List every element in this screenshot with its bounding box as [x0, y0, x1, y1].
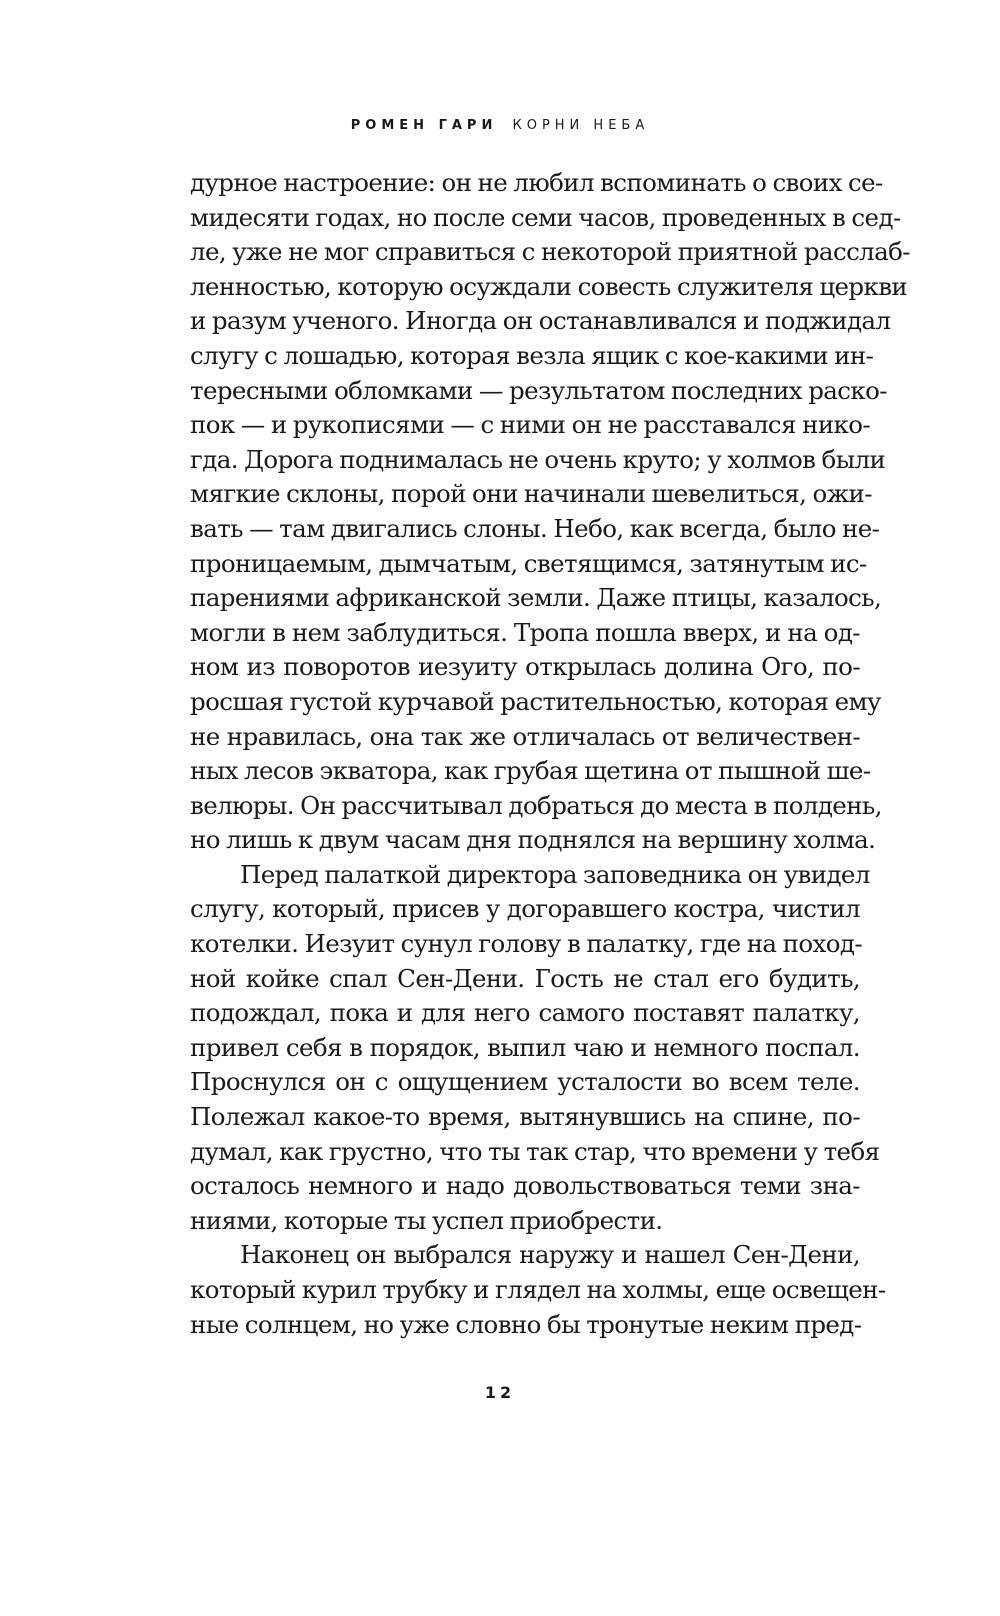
text-line: который курил трубку и глядел на холмы, еще освещен- [190, 1275, 886, 1304]
text-line: думал, как грустно, что ты так стар, что времени у тебя [190, 1136, 880, 1166]
text-line: привел себя в порядок, выпил чаю и немного поспал. [190, 1032, 860, 1062]
text-line: Проснулся он с ощущением усталости во всем теле. [190, 1067, 860, 1097]
paragraph-1 [190, 166, 910, 858]
text-line: ных лесов экватора, как грубая щетина от пышной ше- [190, 756, 871, 786]
paragraph-3 [190, 1238, 886, 1342]
text-line: Наконец он выбрался наружу и нашел Сен-Дени, [240, 1240, 860, 1270]
text-line: не нравилась, она так же отличалась от величествен- [190, 721, 860, 751]
page-number: 12 [484, 1383, 516, 1402]
running-head-author: РОМЕН ГАРИ [350, 118, 498, 133]
text-line: ном из поворотов иезуиту открылась долина Ого, по- [190, 652, 860, 682]
text-line: тересными обломками — результатом последних раско- [190, 375, 887, 405]
text-line: могли в нем заблудиться. Тропа пошла вверх, и на од- [190, 617, 860, 647]
paragraph-2 [190, 858, 880, 1239]
text-line: слугу с лошадью, которая везла ящик с кое-какими ин- [190, 340, 874, 370]
text-line: ные солнцем, но уже словно бы тронутые неким пред- [190, 1309, 862, 1339]
text-line: проницаемым, дымчатым, светящимся, затянутым ис- [190, 548, 867, 578]
running-head [0, 118, 1000, 133]
text-line: слугу, который, присев у догоравшего костра, чистил [190, 894, 860, 924]
text-line: гда. Дорога поднималась не очень круто; у холмов были [190, 444, 886, 474]
text-line: котелки. Иезуит сунул голову в палатку, где на поход- [190, 929, 863, 959]
text-line: подождал, пока и для него самого поставят палатку, [190, 998, 860, 1028]
text-line: велюры. Он рассчитывал добраться до места в полдень, [190, 790, 882, 820]
text-line: дурное настроение: он не любил вспоминать о своих се- [190, 168, 883, 197]
text-line: ниями, которые ты успел приобрести. [190, 1205, 663, 1235]
body-text [190, 166, 910, 1342]
text-line: осталось немного и надо довольствоваться теми зна- [190, 1171, 860, 1201]
text-line: но лишь к двум часам дня поднялся на вершину холма. [190, 825, 876, 855]
text-line: ленностью, которую осуждали совесть служителя церкви [190, 271, 908, 301]
text-line: пок — и рукописями — с ними он не расставался нико- [190, 410, 871, 440]
text-line: ле, уже не мог справиться с некоторой приятной расслаб- [190, 237, 910, 267]
text-line: мягкие склоны, порой они начинали шевелиться, ожи- [190, 479, 872, 509]
text-line: Полежал какое-то время, вытянувшись на спине, по- [190, 1102, 860, 1132]
text-line: мидесяти годах, но после семи часов, проведенных в сед- [190, 202, 901, 232]
text-line: ной койке спал Сен-Дени. Гость не стал его будить, [190, 963, 860, 993]
running-head-title: КОРНИ НЕБА [512, 118, 650, 133]
text-line: Перед палаткой директора заповедника он увидел [240, 859, 870, 889]
text-line: и разум ученого. Иногда он останавливался и поджидал [190, 306, 891, 336]
text-line: парениями африканской земли. Даже птицы, казалось, [190, 583, 882, 613]
text-line: росшая густой курчавой растительностью, которая ему [190, 686, 881, 716]
text-line: вать — там двигались слоны. Небо, как всегда, было не- [190, 513, 880, 543]
